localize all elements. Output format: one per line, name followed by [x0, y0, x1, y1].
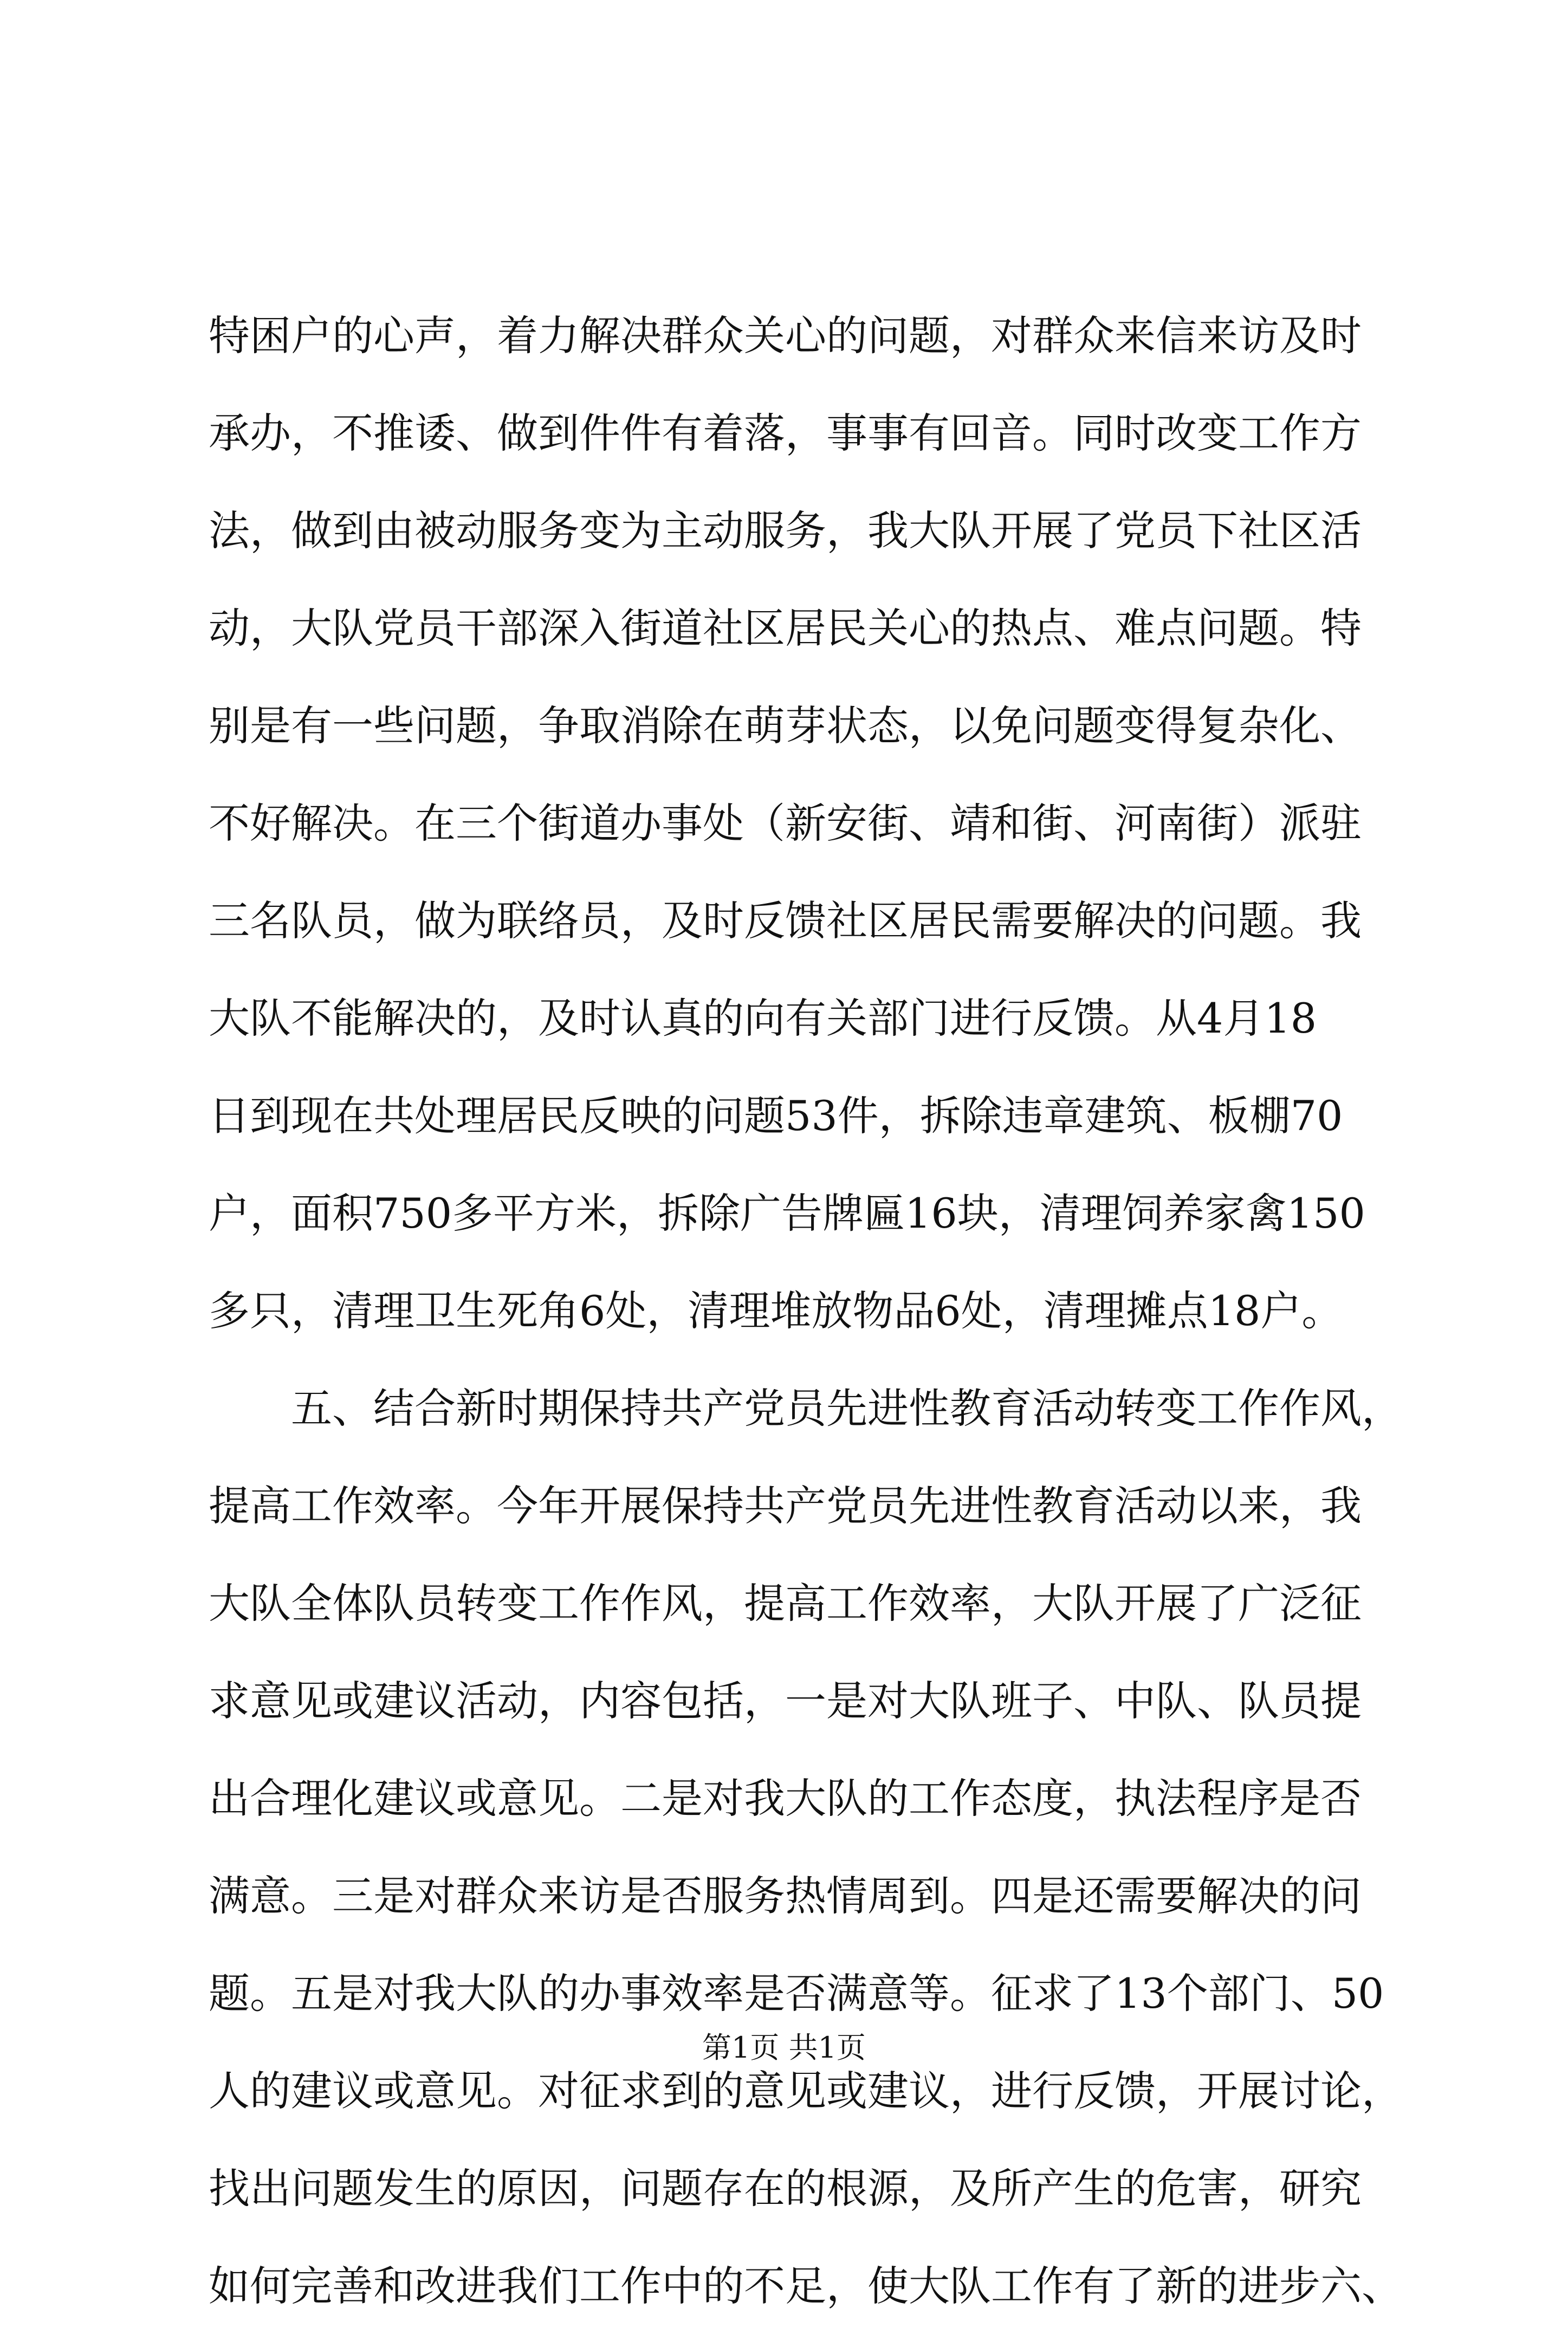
text-line: 求意见或建议活动，内容包括，一是对大队班子、中队、队员提 — [209, 1677, 1362, 1725]
text-line: 找出问题发生的原因，问题存在的根源，及所产生的危害，研究 — [209, 2164, 1362, 2213]
text-line: 题。五是对我大队的办事效率是否满意等。征求了13个部门、50 — [209, 1969, 1384, 2018]
text-line: 承办，不推诿、做到件件有着落，事事有回音。同时改变工作方 — [209, 409, 1362, 457]
text-line: 三名队员，做为联络员，及时反馈社区居民需要解决的问题。我 — [209, 897, 1362, 945]
text-line: 户，面积750多平方米，拆除广告牌匾16块，清理饲养家禽150 — [209, 1189, 1365, 1237]
text-line: 人的建议或意见。对征求到的意见或建议，进行反馈，开展讨论， — [209, 2067, 1403, 2115]
text-line: 法，做到由被动服务变为主动服务，我大队开展了党员下社区活 — [209, 507, 1362, 555]
text-line: 不好解决。在三个街道办事处（新安街、靖和街、河南街）派驻 — [209, 799, 1362, 847]
text-line: 如何完善和改进我们工作中的不足，使大队工作有了新的进步六、 — [209, 2262, 1403, 2310]
text-line: 日到现在共处理居民反映的问题53件，拆除违章建筑、板棚70 — [209, 1092, 1343, 1140]
text-line: 多只，清理卫生死角6处，清理堆放物品6处，清理摊点18户。 — [209, 1287, 1343, 1335]
page-footer — [0, 2029, 1568, 2067]
text-line: 特困户的心声，着力解决群众关心的问题，对群众来信来访及时 — [209, 312, 1362, 360]
page-number: 第1页 共1页 — [702, 2031, 866, 2065]
text-line: 大队全体队员转变工作作风，提高工作效率，大队开展了广泛征 — [209, 1579, 1362, 1627]
text-line: 动，大队党员干部深入街道社区居民关心的热点、难点问题。特 — [209, 604, 1362, 652]
text-line: 满意。三是对群众来访是否服务热情周到。四是还需要解决的问 — [209, 1872, 1362, 1920]
paragraph-start-line: 五、结合新时期保持共产党员先进性教育活动转变工作作风， — [291, 1384, 1403, 1432]
text-line: 提高工作效率。今年开展保持共产党员先进性教育活动以来，我 — [209, 1482, 1362, 1530]
text-line: 大队不能解决的，及时认真的向有关部门进行反馈。从4月18 — [209, 994, 1317, 1042]
text-line: 出合理化建议或意见。二是对我大队的工作态度，执法程序是否 — [209, 1774, 1362, 1822]
text-line: 别是有一些问题，争取消除在萌芽状态，以免问题变得复杂化、 — [209, 702, 1362, 750]
body-text — [209, 287, 1403, 2335]
